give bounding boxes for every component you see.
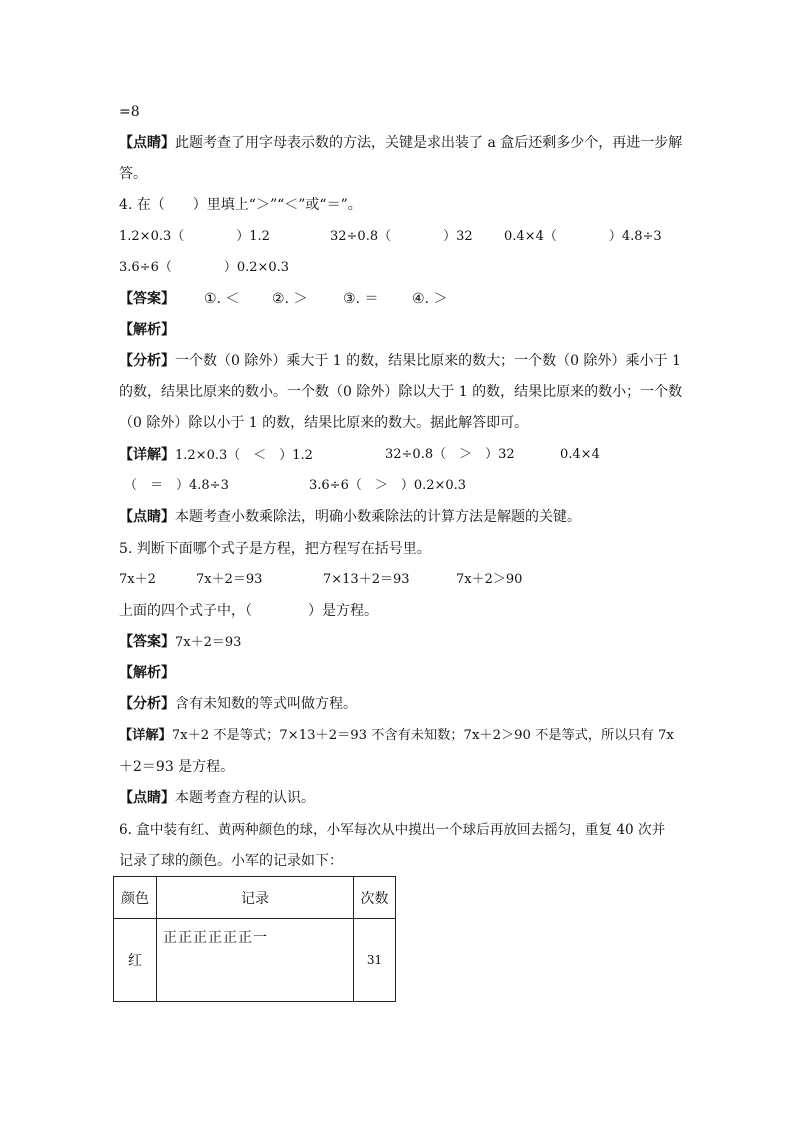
table-row: [114, 919, 396, 1002]
detail-item-5: 3.6÷6（ ＞ ）0.2×0.3: [309, 478, 467, 493]
detail-item-4: （ ＝ ）4.8÷3: [124, 478, 229, 493]
detail-tag-2: 【详解】: [119, 728, 172, 743]
q4-item-4: 3.6÷6（ ）0.2×0.3: [119, 260, 290, 275]
detail-item-3: 0.4×4: [560, 447, 600, 462]
answer-4: ④. ＞: [412, 291, 448, 307]
comment-paragraph-1: [119, 134, 682, 152]
analysis-heading: 【解析】: [119, 322, 175, 338]
q4-item-2: 32÷0.8（ ）32: [330, 229, 473, 244]
answer-tag: 【答案】: [119, 291, 175, 307]
analysis-tag: 【分析】: [119, 353, 175, 369]
header-color: 颜色: [114, 877, 157, 919]
analysis-text-2: 的数，结果比原来的数小。一个数（0 除外）除以大于 1 的数，结果比原来的数小；一个数: [119, 384, 683, 400]
analysis-tag-2: 【分析】: [119, 696, 175, 712]
comment-paragraph-3: [119, 789, 315, 807]
comment-paragraph-2: [119, 508, 581, 526]
table-header-row: [114, 877, 396, 919]
question-5-title: 5. 判断下面哪个式子是方程，把方程写在括号里。: [119, 541, 431, 557]
detail-item-1: 1.2×0.3（ ＜ ）1.2: [175, 448, 313, 463]
detail-item-2: 32÷0.8（ ＞ ）32: [385, 447, 515, 462]
q4-item-3: 0.4×4（ ）4.8÷3: [504, 229, 662, 244]
question-6-line-2: 记录了球的颜色。小军的记录如下：: [119, 853, 343, 869]
comment-tag-2: 【点睛】: [119, 509, 175, 525]
comment-text-3: 本题考查方程的认识。: [175, 790, 315, 806]
comment-tag-3: 【点睛】: [119, 790, 175, 806]
answer-tag-2: 【答案】: [119, 634, 175, 650]
answer-line: [119, 290, 175, 308]
detail-paragraph-2: [119, 727, 674, 745]
comment-text: 此题考查了用字母表示数的方法，关键是求出装了 a 盒后还剩多少个，再进一步解: [175, 135, 683, 151]
question-4-title: 4. 在（ ）里填上“＞”“＜”或“＝”。: [119, 197, 362, 213]
header-record: 记录: [157, 877, 354, 919]
comment-tag: 【点睛】: [119, 135, 175, 151]
analysis-text-q5: 含有未知数的等式叫做方程。: [175, 696, 357, 712]
record-table: [113, 876, 396, 1002]
answer-1: ①. ＜: [204, 291, 240, 307]
analysis-paragraph-2: [119, 695, 357, 713]
answer-line-2: [119, 633, 241, 652]
analysis-heading-2: 【解析】: [119, 665, 175, 681]
question-6-line-1: 6. 盒中装有红、黄两种颜色的球，小军每次从中摸出一个球后再放回去摇匀，重复 40 次并: [119, 822, 666, 838]
q5-expression-2: 7x＋2＝93: [196, 572, 263, 587]
q5-expression-4: 7x＋2＞90: [456, 572, 523, 587]
cell-count: 31: [354, 919, 396, 1002]
detail-line-1: [119, 446, 313, 465]
comment-text-2: 本题考查小数乘除法，明确小数乘除法的计算方法是解题的关键。: [175, 509, 581, 525]
q5-question: 上面的四个式子中，（ ）是方程。: [119, 603, 378, 619]
header-count: 次数: [354, 877, 396, 919]
answer-2: ②. ＞: [272, 291, 308, 307]
q5-expression-3: 7×13＋2＝93: [323, 572, 410, 587]
detail-tag: 【详解】: [119, 447, 175, 463]
answer-2-value: 7x＋2＝93: [175, 635, 242, 650]
detail-text-q5-1: 7x＋2 不是等式；7×13＋2＝93 不含有未知数；7x＋2＞90 不是等式，所以只有 7x: [171, 728, 674, 743]
comment-text-cont: 答。: [119, 166, 147, 182]
result-line: =8: [119, 104, 140, 120]
cell-color: 红: [114, 919, 157, 1002]
detail-text-q5-2: ＋2＝93 是方程。: [119, 759, 235, 775]
q4-item-1: 1.2×0.3（ ）1.2: [119, 229, 270, 244]
cell-tally: 正正正正正正一: [157, 919, 354, 1002]
analysis-text-3: （0 除外）除以小于 1 的数，结果比原来的数大。据此解答即可。: [119, 415, 529, 431]
analysis-text-1: 一个数（0 除外）乘大于 1 的数，结果比原来的数大；一个数（0 除外）乘小于 1: [175, 353, 681, 369]
analysis-paragraph: [119, 352, 681, 370]
q5-expression-1: 7x＋2: [119, 572, 156, 587]
answer-3: ③. ＝: [343, 291, 379, 307]
